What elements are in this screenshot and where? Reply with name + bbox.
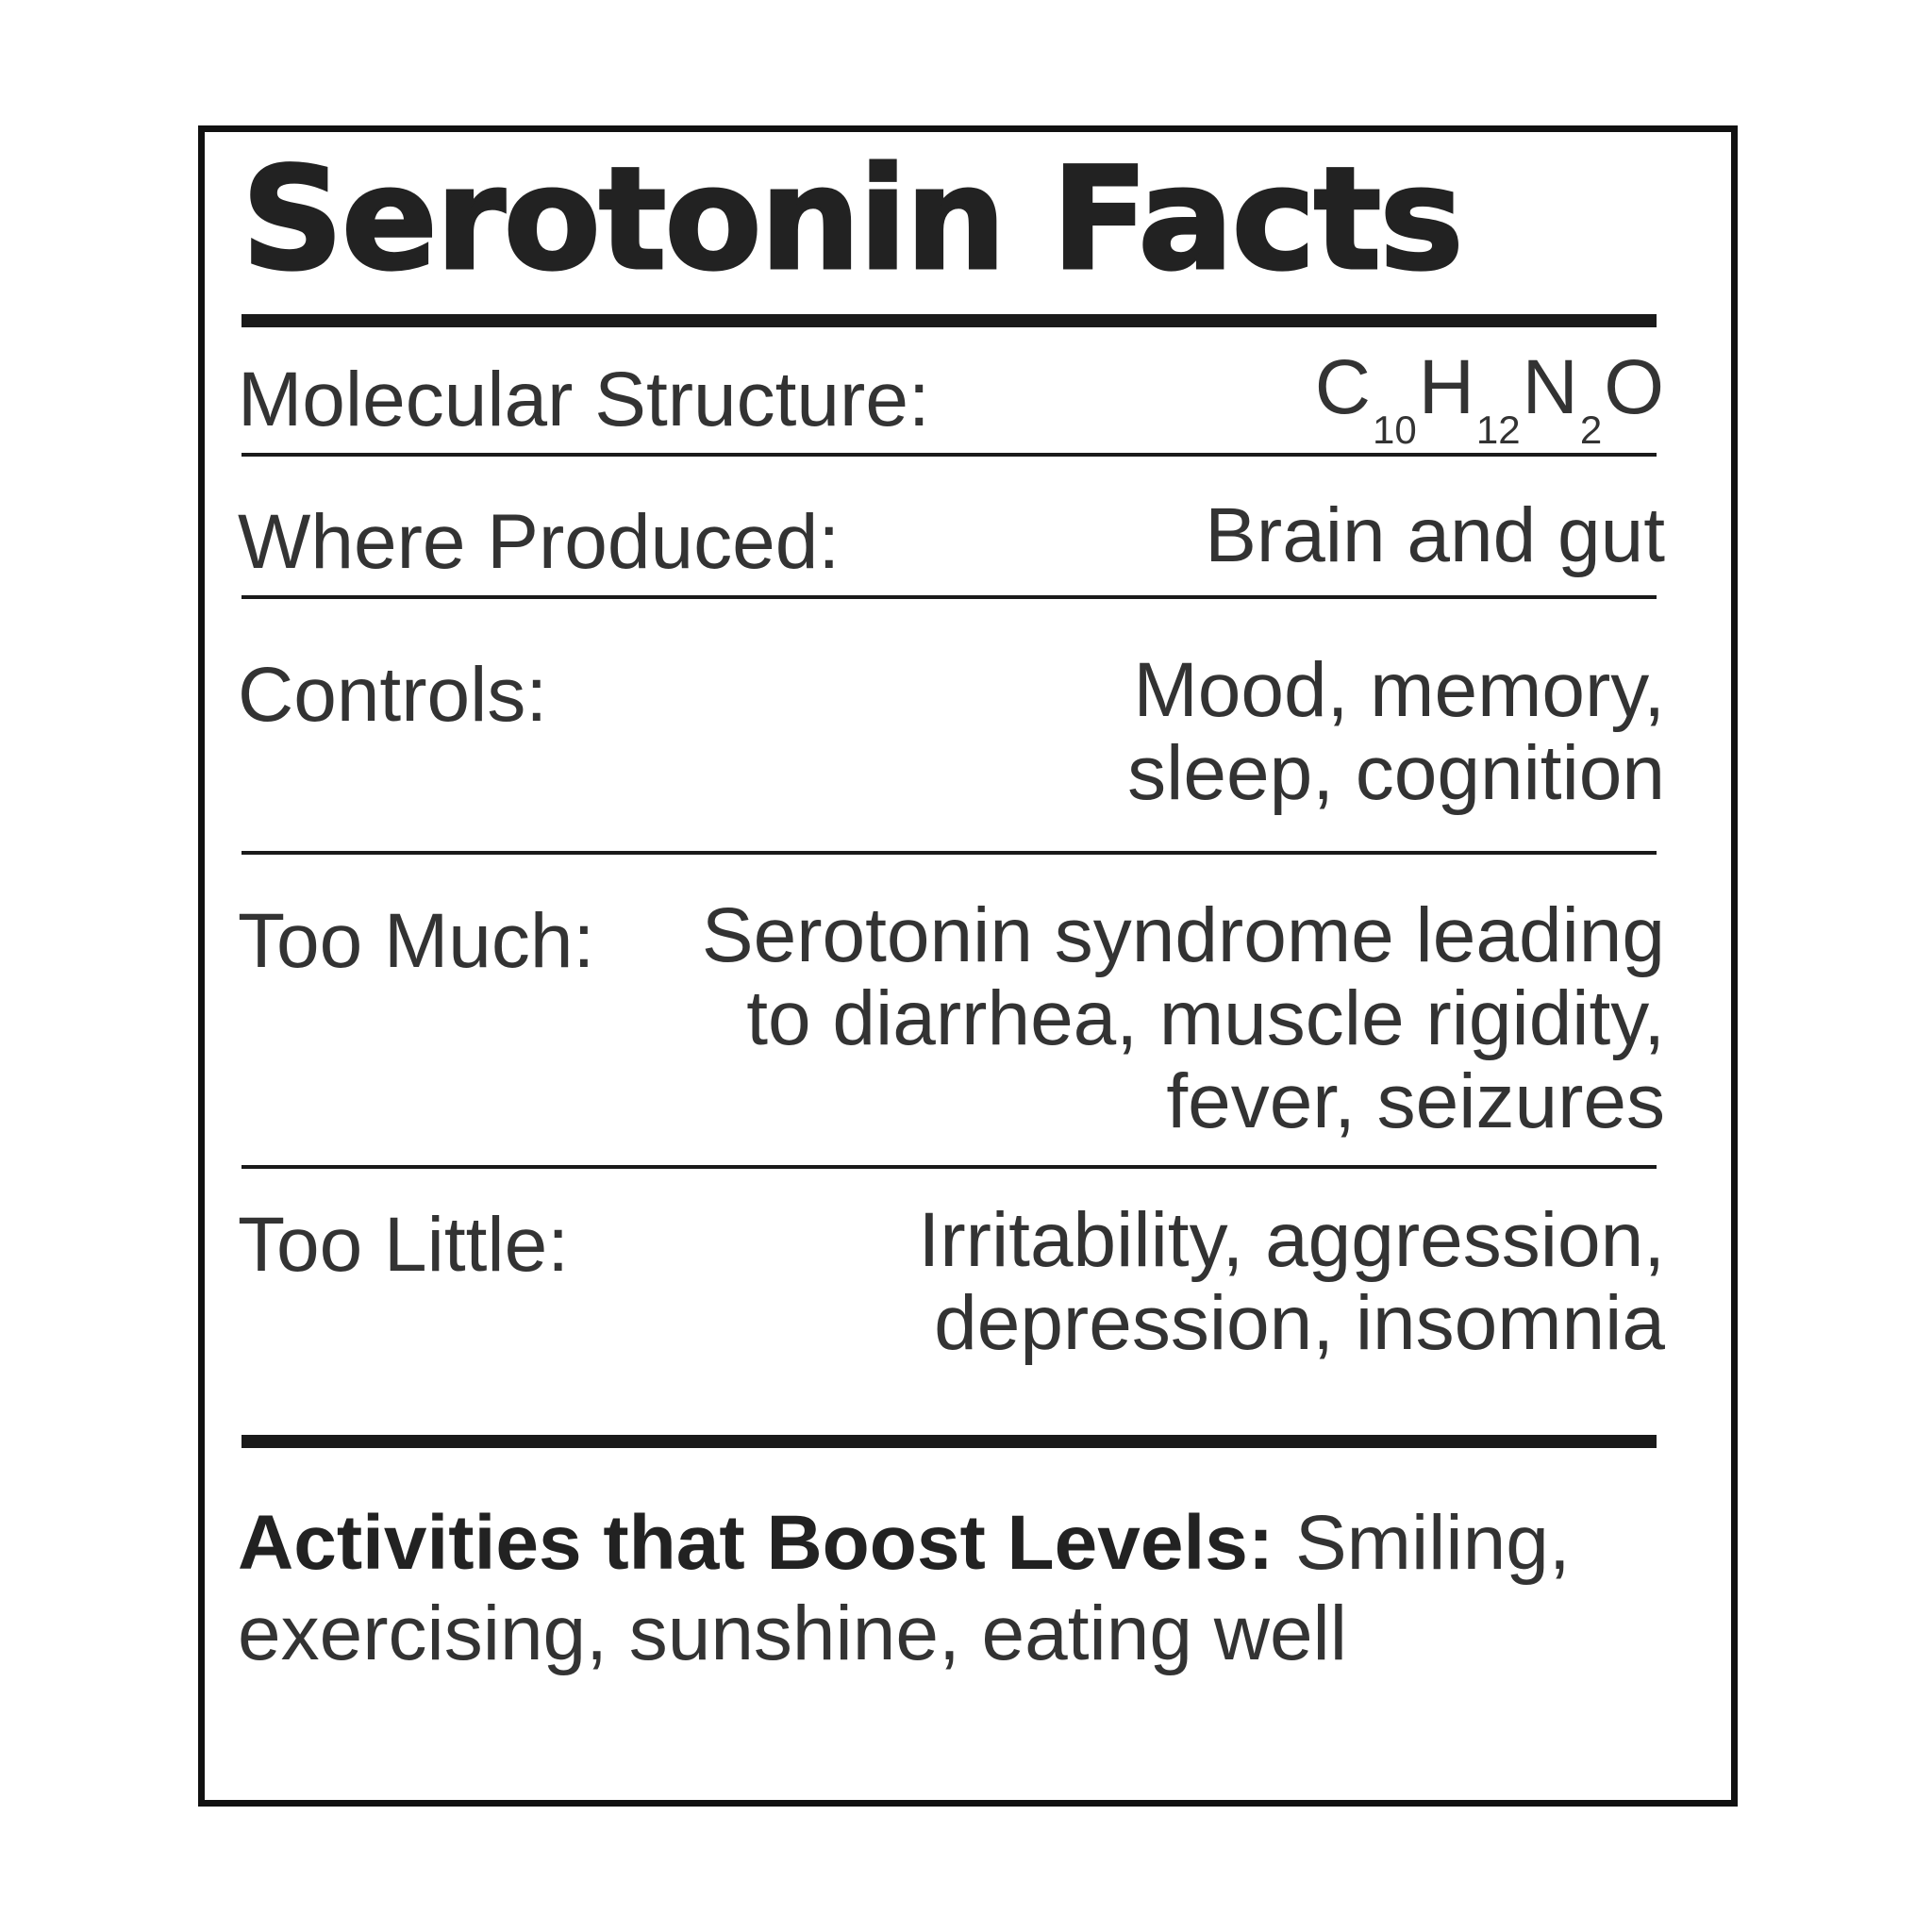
formula-subscript-h: 12 [1475, 408, 1521, 452]
formula-element-c: C [1314, 344, 1371, 430]
too-little-line: Irritability, aggression, [918, 1197, 1665, 1283]
too-much-value [702, 894, 1665, 1143]
too-little-line: depression, insomnia [934, 1280, 1665, 1366]
formula-subscript-c: 10 [1372, 408, 1417, 452]
row-divider [242, 1165, 1657, 1169]
activities-paragraph [238, 1498, 1672, 1679]
too-much-line: to diarrhea, muscle rigidity, [746, 975, 1665, 1061]
too-much-line: Serotonin syndrome leading [701, 892, 1665, 978]
too-much-line: fever, seizures [1166, 1058, 1665, 1144]
activities-value: Smiling, exercising, sunshine, eating well [238, 1500, 1571, 1676]
row-divider [242, 453, 1657, 457]
where-produced-value: Brain and gut [1205, 492, 1665, 578]
controls-label: Controls: [238, 652, 548, 738]
too-little-label: Too Little: [238, 1202, 569, 1288]
formula-element-h: H [1418, 344, 1474, 430]
formula-element-o: O [1604, 344, 1664, 430]
molecular-formula [1314, 344, 1664, 452]
controls-value [1127, 649, 1665, 815]
controls-line: sleep, cognition [1127, 730, 1665, 816]
title-divider-thick [242, 314, 1657, 327]
controls-line: Mood, memory, [1133, 647, 1665, 733]
label-title: Serotonin Facts [242, 138, 1462, 302]
formula-element-n: N [1522, 344, 1578, 430]
where-produced-label: Where Produced: [238, 499, 841, 585]
too-much-label: Too Much: [238, 898, 595, 984]
row-divider [242, 595, 1657, 599]
row-divider [242, 851, 1657, 855]
formula-subscript-n: 2 [1579, 408, 1603, 452]
section-divider-thick [242, 1435, 1657, 1448]
activities-label: Activities that Boost Levels: [238, 1500, 1274, 1586]
molecular-structure-label: Molecular Structure: [238, 357, 930, 442]
too-little-value [919, 1199, 1665, 1365]
